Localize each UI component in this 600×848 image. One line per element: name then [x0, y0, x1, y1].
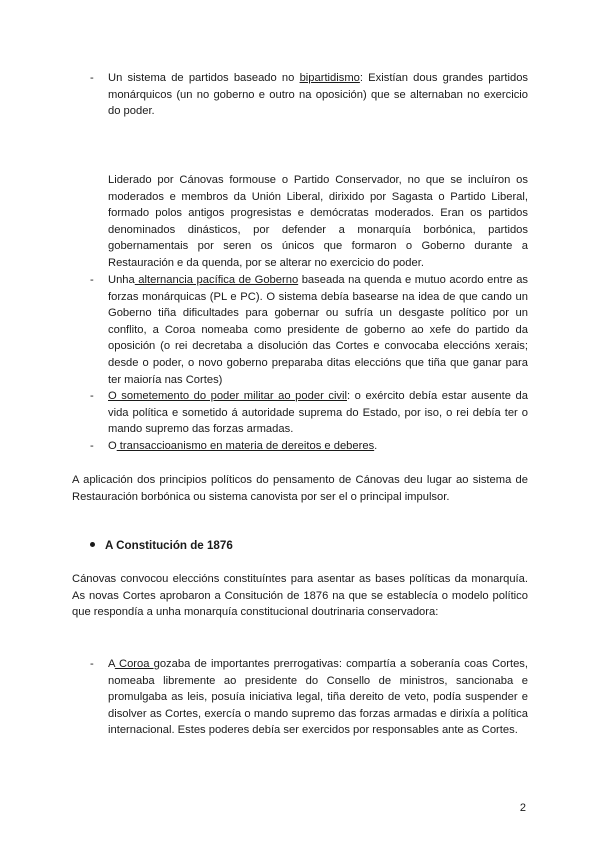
bullet-bipartidismo: [90, 70, 528, 120]
bullet-coroa: [90, 656, 528, 739]
application-paragraph: A aplicación dos principios políticos do pensamento de Cánovas deu lugar ao sistema de Restauración borbónica ou sistema canovista por ser el o principal impulsor.: [72, 474, 528, 503]
bullet-dash: -: [90, 658, 94, 670]
bullet-alternancia: [90, 272, 528, 388]
section-heading: [90, 538, 233, 555]
bullet-dot-icon: [90, 542, 95, 547]
underlined-term: alternancia pacífica de Goberno: [134, 274, 299, 286]
bullet-text: O sometemento do poder militar ao poder civil: o exército debía estar ausente da vida política e sometido á autoridade suprema do Estado, por iso, o rei debía ter o mando supremo das forzas armadas.: [108, 390, 528, 436]
bullet-dash: -: [90, 72, 94, 84]
bullet-text: A Coroa gozaba de importantes prerrogativas: compartía a soberanía coas Cortes, nomeaba libremente ao presidente do Consello de ministros, sancionaba e promulgaba as leis, posuía iniciativa legal, tiña dereito de veto, podía suspender e disolver as Cortes, exercía o mando supremo das forzas armadas e dirixía a política internacional. Estes poderes debía ser exercidos por responsables ante as Cortes.: [108, 658, 529, 737]
bullet-dash: -: [90, 390, 94, 402]
constitution-paragraph: Cánovas convocou eleccións constituíntes para asentar as bases políticas da monarquía. As novas Cortes aprobaron a Consitución de 1876 na que se establecía o modelo político que respondía a unha monarquía constitucional doutrinaria conservadora:: [72, 573, 528, 619]
bullet-dash: -: [90, 274, 94, 286]
underlined-term: O sometemento do poder militar ao poder civil: [108, 390, 347, 402]
underlined-term: transaccioanismo en materia de dereitos e deberes: [116, 440, 375, 452]
bullet-transaccioanismo: [90, 438, 528, 455]
underlined-term: bipartidismo: [299, 72, 360, 84]
bullet-sometemento: [90, 388, 528, 438]
section-heading-text: A Constitución de 1876: [105, 539, 233, 552]
page-number: 2: [519, 802, 526, 814]
bullet-text: Un sistema de partidos baseado no bipartidismo: Existían dous grandes partidos monárquicos (un no goberno e outro na oposición) que se alternaban no exercicio do poder.: [108, 72, 529, 118]
underlined-term: Coroa: [114, 658, 154, 670]
bullet-text: O transaccioanismo en materia de dereitos e deberes.: [108, 440, 378, 452]
conservative-party-paragraph: Liderado por Cánovas formouse o Partido Conservador, no que se incluíron os moderados e membros da Unión Liberal, dirixido por Sagasta o Partido Liberal, formado polos antigos progresistas e demócratas moderados. Eran os partidos denominados dinásticos, por defender a monarquía borbónica, partidos gobernamentais por seren os únicos que formaron o Goberno durante a Restauración e da quenda, por se alterar no exercicio do poder.: [108, 174, 528, 269]
bullet-text: Unha alternancia pacífica de Goberno baseada na quenda e mutuo acordo entre as forzas monárquicas (PL e PC). O sistema debía basearse na idea de que cando un Goberno tiña dificultades para gobernar ou sufría un desgaste político por un conflito, a Coroa nomeaba como presidente de goberno ao xefe do partido da oposición (o rei decretaba a disolución das Cortes e convocaba eleccións xerais; desde o poder, o novo goberno preparaba ditas eleccións que tiña que ganar para ter maioría nas Cortes): [108, 274, 529, 386]
bullet-dash: -: [90, 440, 94, 452]
